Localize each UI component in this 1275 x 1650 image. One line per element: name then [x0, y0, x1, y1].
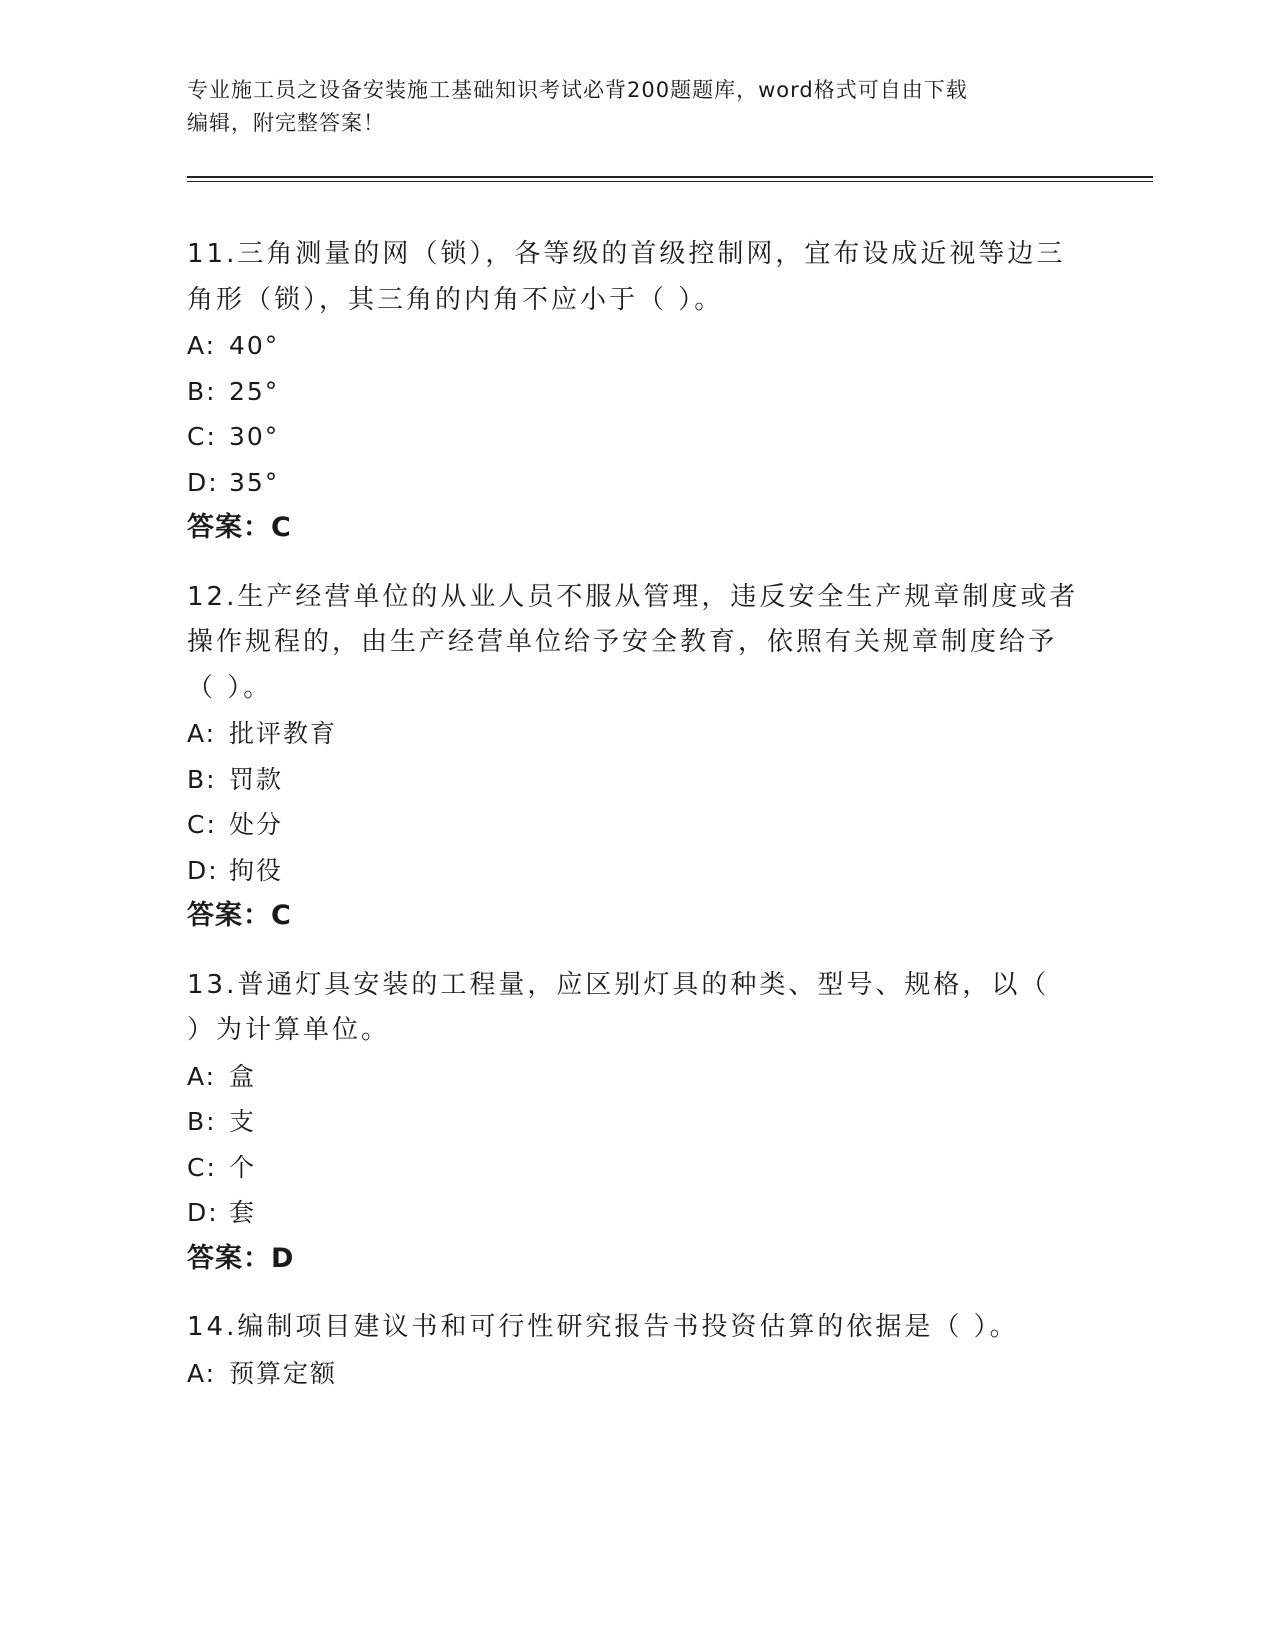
- option-key: A:: [187, 331, 217, 360]
- question-stem-line: 角形（锁），其三角的内角不应小于（ ）。: [187, 284, 724, 315]
- option-d: [187, 1190, 1087, 1236]
- answer-label: 答案：C: [187, 512, 292, 543]
- answer-label: 答案：D: [187, 1242, 295, 1274]
- question-13: [187, 963, 1087, 1282]
- option-a: [187, 323, 1087, 369]
- question-stem-line: 11.三角测量的网（锁），各等级的首级控制网，宜布设成近视等边三: [187, 239, 1066, 269]
- option-key: A:: [187, 1358, 217, 1388]
- question-stem-line: ）为计算单位。: [187, 1015, 391, 1045]
- option-text: 罚款: [229, 764, 284, 794]
- option-text: 35°: [229, 467, 280, 497]
- option-key: B:: [187, 764, 217, 794]
- option-d: [187, 460, 1087, 506]
- option-text: 支: [229, 1107, 257, 1136]
- option-key: C:: [187, 810, 217, 839]
- option-text: 盒: [229, 1061, 257, 1091]
- question-list: [187, 232, 1087, 1420]
- option-c: [187, 1145, 1087, 1191]
- option-key: B:: [187, 376, 217, 406]
- option-text: 套: [229, 1198, 257, 1227]
- header-divider-thick: [187, 176, 1153, 178]
- option-c: [187, 802, 1087, 848]
- option-text: 25°: [229, 376, 280, 406]
- header-line: 专业施工员之设备安装施工基础知识考试必背200题题库，word格式可自由下载: [187, 78, 968, 102]
- option-text: 拘役: [229, 855, 284, 885]
- option-key: A:: [187, 1061, 217, 1091]
- option-b: [187, 1099, 1087, 1145]
- header-line: 编辑，附完整答案！: [187, 111, 385, 135]
- option-text: 处分: [229, 810, 284, 839]
- question-12: [187, 575, 1087, 939]
- option-b: [187, 369, 1087, 415]
- question-stem-line: 12.生产经营单位的从业人员不服从管理，违反安全生产规章制度或者: [187, 581, 1079, 612]
- option-d: [187, 848, 1087, 894]
- option-a: [187, 1054, 1087, 1100]
- question-11: [187, 232, 1087, 551]
- question-stem-line: 14.编制项目建议书和可行性研究报告书投资估算的依据是（ ）。: [187, 1312, 1019, 1342]
- option-text: 30°: [229, 422, 280, 451]
- option-key: B:: [187, 1107, 217, 1136]
- option-key: D:: [187, 855, 219, 885]
- question-stem-line: （ ）。: [187, 672, 273, 703]
- option-a: [187, 711, 1087, 757]
- question-stem-line: 操作规程的，由生产经营单位给予安全教育，依照有关规章制度给予: [187, 627, 1058, 657]
- document-header: [187, 74, 1087, 140]
- answer-label: 答案：C: [187, 900, 292, 931]
- header-divider-thin: [187, 181, 1153, 182]
- option-text: 40°: [229, 331, 280, 360]
- option-text: 个: [229, 1152, 257, 1182]
- question-14: [187, 1305, 1087, 1396]
- option-text: 批评教育: [229, 719, 338, 748]
- option-key: D:: [187, 467, 219, 497]
- option-key: C:: [187, 422, 217, 451]
- question-stem-line: 13.普通灯具安装的工程量，应区别灯具的种类、型号、规格，以（: [187, 969, 1050, 1000]
- option-text: 预算定额: [229, 1358, 338, 1388]
- option-key: A:: [187, 719, 217, 748]
- option-key: D:: [187, 1198, 219, 1227]
- option-key: C:: [187, 1152, 217, 1182]
- option-b: [187, 757, 1087, 803]
- option-a: [187, 1351, 1087, 1397]
- option-c: [187, 414, 1087, 460]
